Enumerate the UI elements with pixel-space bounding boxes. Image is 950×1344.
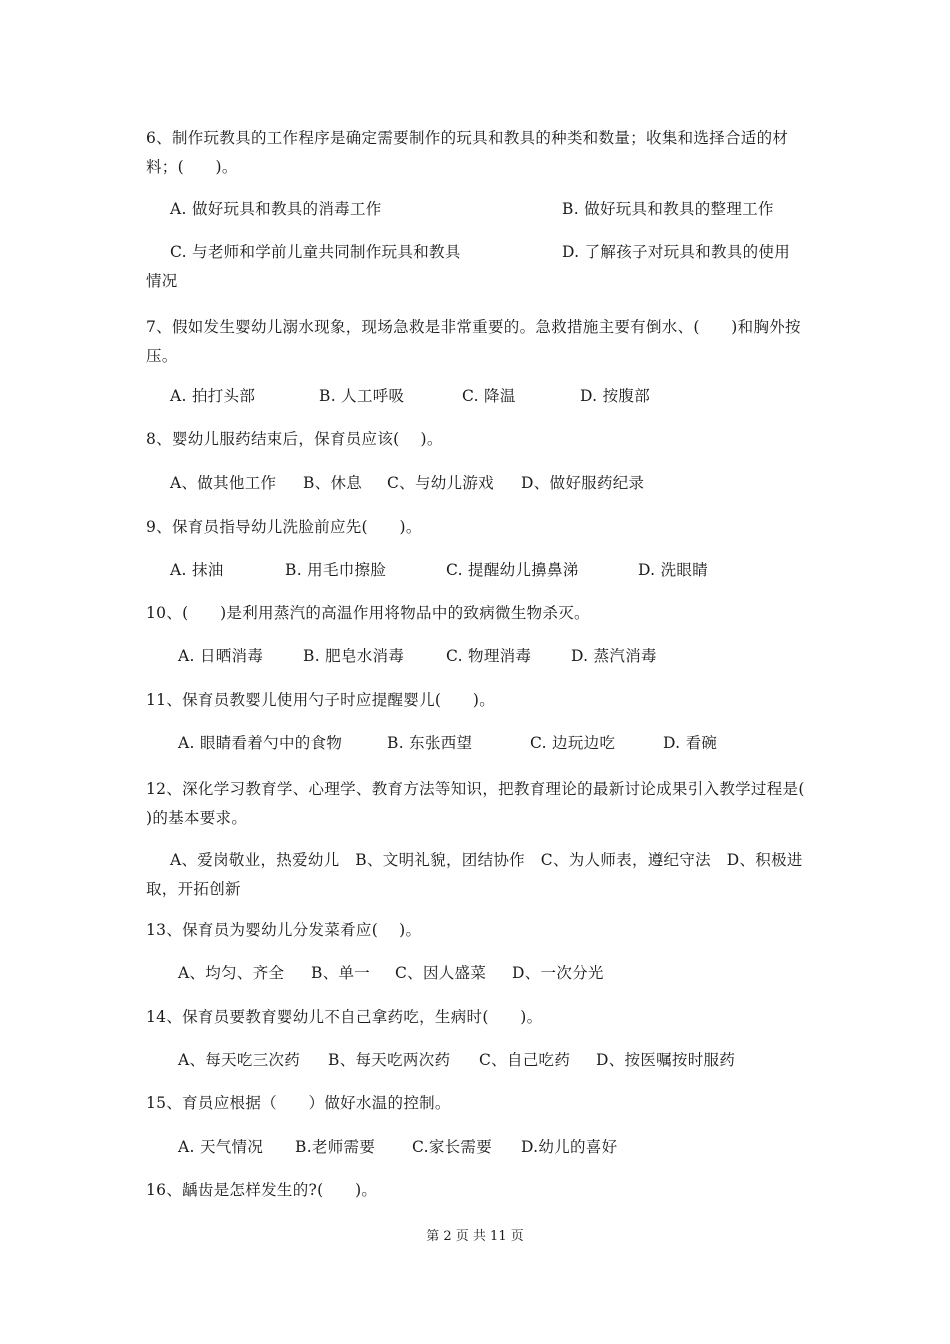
question-11: 11、保育员教婴儿使用勺子时应提醒婴儿( )。 (146, 691, 496, 709)
q11-option-a: A. 眼睛看着勺中的食物 (178, 734, 343, 752)
q6-option-a: A. 做好玩具和教具的消毒工作 (170, 200, 382, 218)
q9-option-a: A. 抹油 (170, 561, 224, 579)
q8-option-a: A、做其他工作 (170, 474, 277, 492)
q14-option-c: C、自己吃药 (479, 1051, 571, 1069)
question-15: 15、育员应根据（ ）做好水温的控制。 (146, 1094, 451, 1112)
q7-option-d: D. 按腹部 (580, 387, 651, 405)
q9-option-b: B. 用毛巾擦脸 (285, 561, 387, 579)
q9-option-c: C. 提醒幼儿擤鼻涕 (446, 561, 579, 579)
q7-option-a: A. 拍打头部 (170, 387, 256, 405)
q10-option-b: B. 肥皂水消毒 (303, 647, 405, 665)
q15-option-c: C.家长需要 (412, 1138, 493, 1156)
q7-option-c: C. 降温 (462, 387, 516, 405)
q14-option-d: D、按医嘱按时服药 (596, 1051, 736, 1069)
question-10: 10、( )是利用蒸汽的高温作用将物品中的致病微生物杀灭。 (146, 604, 590, 622)
q6-option-d: D. 了解孩子对玩具和教具的使用 (562, 243, 791, 261)
question-13: 13、保育员为婴幼儿分发菜肴应( )。 (146, 921, 422, 939)
q11-option-d: D. 看碗 (663, 734, 718, 752)
q6-option-d-continued: 情况 (146, 272, 178, 290)
q8-option-b: B、休息 (303, 474, 363, 492)
q15-option-b: B.老师需要 (295, 1138, 376, 1156)
q6-option-b: B. 做好玩具和教具的整理工作 (562, 200, 774, 218)
q10-option-a: A. 日晒消毒 (178, 647, 264, 665)
q11-option-c: C. 边玩边吃 (530, 734, 616, 752)
q7-option-b: B. 人工呼吸 (319, 387, 405, 405)
q15-option-d: D.幼儿的喜好 (521, 1138, 618, 1156)
q10-option-c: C. 物理消毒 (446, 647, 532, 665)
q6-option-c: C. 与老师和学前儿童共同制作玩具和教具 (170, 243, 461, 261)
q10-option-d: D. 蒸汽消毒 (571, 647, 657, 665)
q15-option-a: A. 天气情况 (178, 1138, 264, 1156)
q8-option-c: C、与幼儿游戏 (387, 474, 494, 492)
q13-option-a: A、均匀、齐全 (178, 964, 285, 982)
q13-option-d: D、一次分光 (512, 964, 604, 982)
question-12: 12、深化学习教育学、心理学、教育方法等知识，把教育理论的最新讨论成果引入教学过程是( )的基本要求。 (146, 780, 826, 827)
q14-option-a: A、每天吃三次药 (178, 1051, 301, 1069)
q14-option-b: B、每天吃两次药 (328, 1051, 451, 1069)
q9-option-d: D. 洗眼睛 (638, 561, 709, 579)
question-16: 16、龋齿是怎样发生的?( )。 (146, 1181, 378, 1199)
q8-option-d: D、做好服药纪录 (521, 474, 645, 492)
page-footer: 第 2 页 共 11 页 (426, 1229, 524, 1244)
q12-options: A、爱岗敬业，热爱幼儿 B、文明礼貌，团结协作 C、为人师表，遵纪守法 D、积极进取，开拓创新 (146, 851, 803, 898)
question-8: 8、婴幼儿服药结束后，保育员应该( )。 (146, 430, 443, 448)
q13-option-c: C、因人盛菜 (395, 964, 487, 982)
q13-option-b: B、单一 (311, 964, 371, 982)
question-7: 7、假如发生婴幼儿溺水现象，现场急救是非常重要的。急救措施主要有倒水、( )和胸外按压。 (146, 318, 801, 365)
question-14: 14、保育员要教育婴幼儿不自己拿药吃，生病时( )。 (146, 1008, 543, 1026)
q11-option-b: B. 东张西望 (387, 734, 473, 752)
question-6: 6、制作玩教具的工作程序是确定需要制作的玩具和教具的种类和数量；收集和选择合适的材料；( )。 (146, 129, 789, 176)
question-9: 9、保育员指导幼儿洗脸前应先( )。 (146, 518, 422, 536)
